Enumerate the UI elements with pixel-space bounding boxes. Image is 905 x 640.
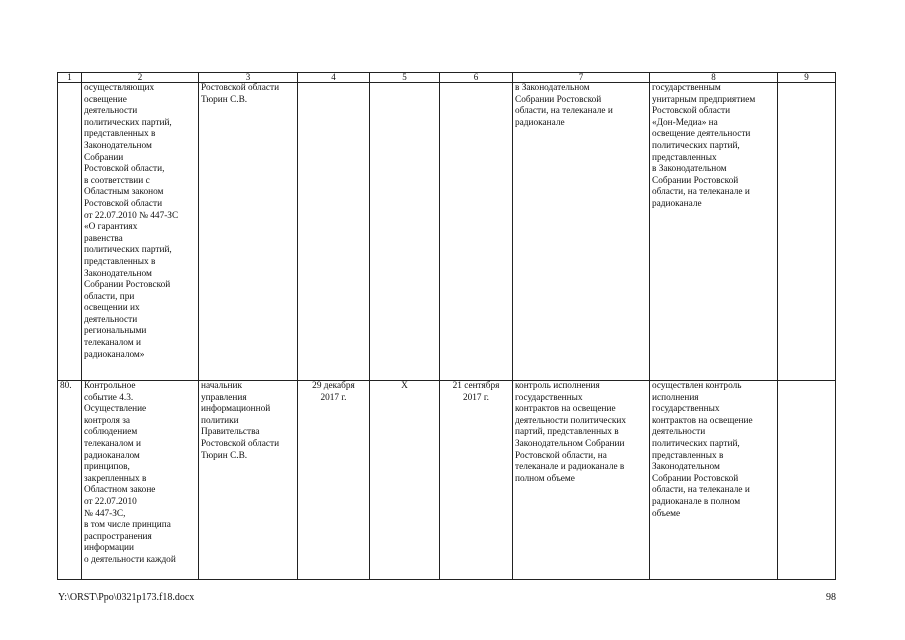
cell-text-line: политики xyxy=(201,415,239,426)
cell-text-line: Ростовской области xyxy=(652,106,731,117)
cell-text-line: освещение xyxy=(84,94,127,105)
cell-text-line: 2017 г. xyxy=(462,392,489,403)
cell-text-line: Контрольное xyxy=(84,381,136,391)
cell-text-line: государственных xyxy=(515,392,583,403)
cell-text-line: области, на телеканале и xyxy=(652,187,750,198)
cell-text-line: деятельности xyxy=(652,427,706,438)
cell-text-line: 29 декабря xyxy=(312,381,355,391)
table-row xyxy=(58,83,836,381)
column-number-row xyxy=(58,73,836,83)
cell-text-line: телеканале и радиоканале в xyxy=(515,462,625,473)
cell-text-line: партий, представленных в xyxy=(515,427,619,438)
cell-text-line: 21 сентября xyxy=(452,381,500,391)
cell-text-line: в соответствии с xyxy=(84,175,150,186)
cell-text-line: Ростовской области xyxy=(201,83,280,93)
column-number: 4 xyxy=(298,73,370,83)
actual-date-cell xyxy=(440,83,513,381)
column-number: 3 xyxy=(199,73,298,83)
cell-text-line: политических партий, xyxy=(652,140,740,151)
cell-text-line: деятельности политических xyxy=(515,415,626,426)
cell-text-line: Тюрин С.В. xyxy=(201,94,248,105)
cell-text-line: унитарным предприятием xyxy=(652,94,756,105)
cell-text-line: государственным xyxy=(652,83,721,93)
cell-text-line: области, на телеканале и xyxy=(652,485,750,496)
cell-text-line: деятельности xyxy=(84,314,138,325)
cell-text-line: Собрании Ростовской xyxy=(84,280,171,291)
cell-text-line: представленных в xyxy=(84,256,156,267)
planned-date-cell xyxy=(298,381,370,580)
column-number: 5 xyxy=(370,73,440,83)
cell-text-line: Областным законом xyxy=(84,187,164,198)
cell-text-line: объеме xyxy=(652,508,681,519)
cell-text-line: государственных xyxy=(652,404,720,415)
cell-text-line: Ростовской области xyxy=(201,438,280,449)
cell-text-line: контрактов на освещение xyxy=(515,404,616,415)
page-number: 98 xyxy=(826,592,836,603)
notes-cell xyxy=(778,381,836,580)
cell-text-line: Законодательном Собрании xyxy=(515,438,625,449)
cell-text-line: представленных в xyxy=(652,450,724,461)
cell-text-line: полном объеме xyxy=(515,473,575,484)
column-5-cell xyxy=(370,83,440,381)
cell-text-line: области, при xyxy=(84,291,135,302)
cell-text-line: Собрании xyxy=(84,152,124,163)
event-description-cell xyxy=(82,381,199,580)
cell-text-line: 2017 г. xyxy=(320,392,347,403)
column-number: 9 xyxy=(778,73,836,83)
cell-text-line: представленных в xyxy=(84,129,156,140)
cell-text-line: осуществлен контроль xyxy=(652,381,742,391)
actual-result-cell xyxy=(650,381,778,580)
cell-text-line: в том числе принципа xyxy=(84,520,171,531)
cell-text-line: в Законодательном xyxy=(515,83,590,93)
cell-text-line: освещение деятельности xyxy=(652,129,751,140)
cell-text-line: от 22.07.2010 xyxy=(84,496,137,507)
cell-text-line: «О гарантиях xyxy=(84,222,138,233)
cell-text-line: Областном законе xyxy=(84,485,156,496)
cell-text-line: Законодательном xyxy=(84,140,152,151)
cell-text-line: Осуществление xyxy=(84,404,147,415)
row-number-cell xyxy=(58,381,82,580)
cell-text-line: контроля за xyxy=(84,415,131,426)
responsible-person-cell xyxy=(199,381,298,580)
expected-result-cell xyxy=(513,83,650,381)
plan-table xyxy=(57,72,836,580)
event-description-cell xyxy=(82,83,199,381)
cell-text-line: контрактов на освещение xyxy=(652,415,753,426)
column-number: 1 xyxy=(58,73,82,83)
column-number: 7 xyxy=(513,73,650,83)
cell-text-line: радиоканалом» xyxy=(84,349,145,360)
cell-text-line: о деятельности каждой xyxy=(84,554,176,565)
cell-text-line: телеканалом и xyxy=(84,438,141,449)
cell-text-line: радиоканале xyxy=(652,198,702,209)
responsible-person-cell xyxy=(199,83,298,381)
cell-text-line: исполнения xyxy=(652,392,699,403)
cell-text-line: контроль исполнения xyxy=(515,381,600,391)
cell-text-line: от 22.07.2010 № 447-ЗС xyxy=(84,210,179,221)
cell-text-line: области, на телеканале и xyxy=(515,106,613,117)
cell-text-line: радиоканале в полном xyxy=(652,496,741,507)
cell-text-line: Законодательном xyxy=(84,268,152,279)
cell-text-line: деятельности xyxy=(84,106,138,117)
cell-text-line: Ростовской области, на xyxy=(515,450,607,461)
actual-date-cell xyxy=(440,381,513,580)
cell-text-line: Ростовской области xyxy=(84,198,163,209)
column-number: 8 xyxy=(650,73,778,83)
cell-text-line: осуществляющих xyxy=(84,83,155,93)
cell-text-line: в Законодательном xyxy=(652,164,727,175)
cell-text-line: политических партий, xyxy=(652,438,740,449)
cell-text-line: радиоканале xyxy=(515,117,565,128)
cell-text-line: № 447-ЗС, xyxy=(84,508,126,519)
cell-text-line: Законодательном xyxy=(652,462,720,473)
cell-text-line: политических партий, xyxy=(84,245,172,256)
cell-text-line: информационной xyxy=(201,404,271,415)
notes-cell xyxy=(778,83,836,381)
cell-text-line: равенства xyxy=(84,233,123,244)
column-number: 6 xyxy=(440,73,513,83)
row-number-cell xyxy=(58,83,82,381)
file-path: Y:\ORST\Ppo\0321p173.f18.docx xyxy=(58,592,195,603)
cell-text-line: представленных xyxy=(652,152,717,163)
cell-text-line: управления xyxy=(201,392,247,403)
cell-text-line: 80. xyxy=(60,381,72,391)
cell-text-line: Ростовской области, xyxy=(84,164,165,175)
cell-text-line: соблюдением xyxy=(84,427,138,438)
table-row xyxy=(58,381,836,580)
cell-text-line: X xyxy=(401,381,408,391)
cell-text-line: освещении их xyxy=(84,303,140,314)
column-5-cell xyxy=(370,381,440,580)
cell-text-line: Собрании Ростовской xyxy=(515,94,602,105)
cell-text-line: информации xyxy=(84,543,135,554)
cell-text-line: радиоканалом xyxy=(84,450,140,461)
cell-text-line: Собрании Ростовской xyxy=(652,473,739,484)
actual-result-cell xyxy=(650,83,778,381)
cell-text-line: принципов, xyxy=(84,462,130,473)
cell-text-line: политических партий, xyxy=(84,117,172,128)
cell-text-line: телеканалом и xyxy=(84,338,141,349)
cell-text-line: региональными xyxy=(84,326,147,337)
cell-text-line: распространения xyxy=(84,531,152,542)
cell-text-line: «Дон-Медиа» на xyxy=(652,117,718,128)
column-number: 2 xyxy=(82,73,199,83)
cell-text-line: начальник xyxy=(201,381,242,391)
cell-text-line: закрепленных в xyxy=(84,473,147,484)
planned-date-cell xyxy=(298,83,370,381)
expected-result-cell xyxy=(513,381,650,580)
cell-text-line: событие 4.3. xyxy=(84,392,134,403)
cell-text-line: Собрании Ростовской xyxy=(652,175,739,186)
cell-text-line: Тюрин С.В. xyxy=(201,450,248,461)
cell-text-line: Правительства xyxy=(201,427,260,438)
